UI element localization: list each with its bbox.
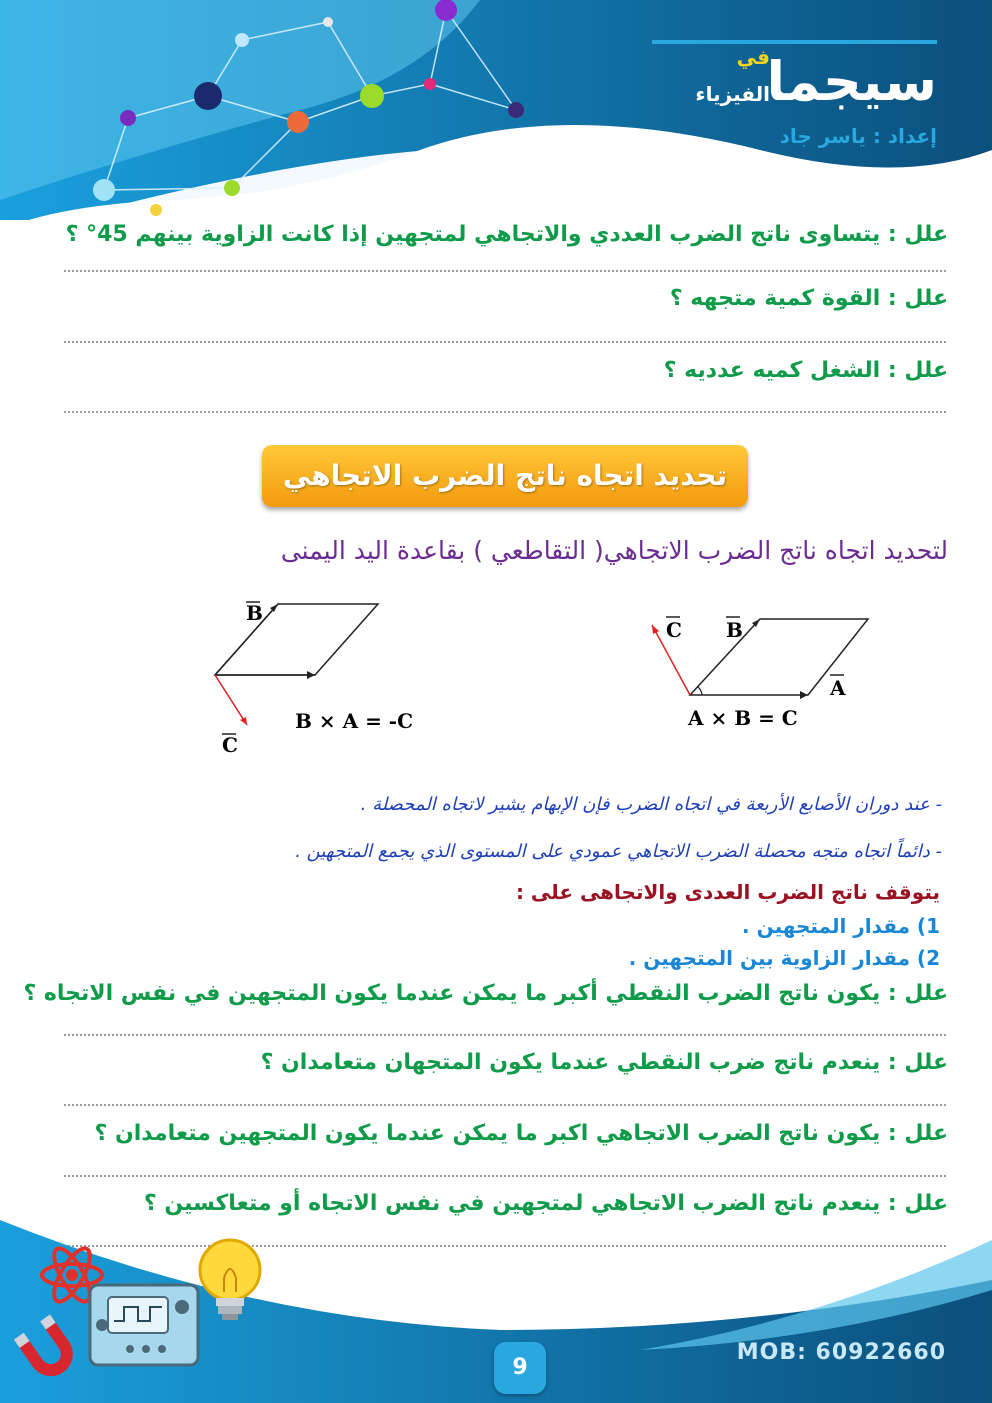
answer-line-2 [64, 341, 946, 343]
note-1: - عند دوران الأصابع الأربعة في اتجاه الضرب فإن الإبهام يشير لاتجاه المحصلة . [360, 794, 942, 815]
question-5: علل : ينعدم ناتج ضرب النقطي عندما يكون المتجهان متعامدان ؟ [260, 1050, 948, 1075]
question-3: علل : الشغل كميه عدديه ؟ [663, 358, 948, 383]
equation-left: B × A = -C [295, 709, 414, 733]
label-b-left: B [246, 601, 263, 625]
brand-rule-top [652, 40, 937, 44]
section-title-banner: تحديد اتجاه ناتج الضرب الاتجاهي [262, 445, 748, 507]
depends-title: يتوقف ناتج الضرب العددى والاتجاهى على : [515, 880, 940, 904]
label-a-right: A [830, 676, 846, 700]
cross-product-diagram-right [652, 617, 868, 730]
brand-fi: في [736, 45, 770, 69]
page-number: 9 [494, 1342, 546, 1394]
result-vector-left [215, 675, 247, 725]
intro-text: لتحديد اتجاه ناتج الضرب الاتجاهي( التقاطعي ) بقاعدة اليد اليمنى [280, 536, 948, 565]
answer-line-5 [64, 1104, 946, 1106]
brand-title: سيجما [766, 50, 937, 113]
depends-item-2: 2) مقدار الزاوية بين المتجهين . [628, 946, 940, 970]
question-7: علل : ينعدم ناتج الضرب الاتجاهي لمتجهين في نفس الاتجاه أو متعاكسين ؟ [143, 1191, 948, 1216]
depends-item-1: 1) مقدار المتجهين . [742, 914, 940, 938]
equation-right: A × B = C [688, 706, 798, 730]
oscilloscope-icon [90, 1285, 198, 1365]
answer-line-6 [64, 1175, 946, 1177]
answer-line-4 [64, 1034, 946, 1036]
parallelogram-left [215, 604, 378, 675]
note-2: - دائماً اتجاه متجه محصلة الضرب الاتجاهي عمودي على المستوى الذي يجمع المتجهين . [295, 841, 942, 862]
brand-author: إعداد : ياسر جاد [779, 124, 937, 148]
label-b-right: B [726, 618, 743, 642]
brand-physics: الفيزياء [695, 82, 770, 106]
label-c-right: C [666, 618, 682, 642]
question-4: علل : يكون ناتج الضرب النقطي أكبر ما يمكن عندما يكون المتجهين في نفس الاتجاه ؟ [23, 981, 948, 1006]
answer-line-1 [64, 270, 946, 272]
answer-line-3 [64, 411, 946, 413]
cross-product-diagram-left [200, 590, 440, 765]
label-c-left: C [222, 733, 238, 757]
mobile-number: MOB: 60922660 [736, 1340, 946, 1365]
question-2: علل : القوة كمية متجهه ؟ [669, 286, 948, 311]
question-6: علل : يكون ناتج الضرب الاتجاهي اكبر ما يمكن عندما يكون المتجهين متعامدان ؟ [94, 1121, 948, 1146]
question-1: علل : يتساوى ناتج الضرب العددي والاتجاهي لمتجهين إذا كانت الزاوية بينهم 45° ؟ [65, 222, 948, 247]
